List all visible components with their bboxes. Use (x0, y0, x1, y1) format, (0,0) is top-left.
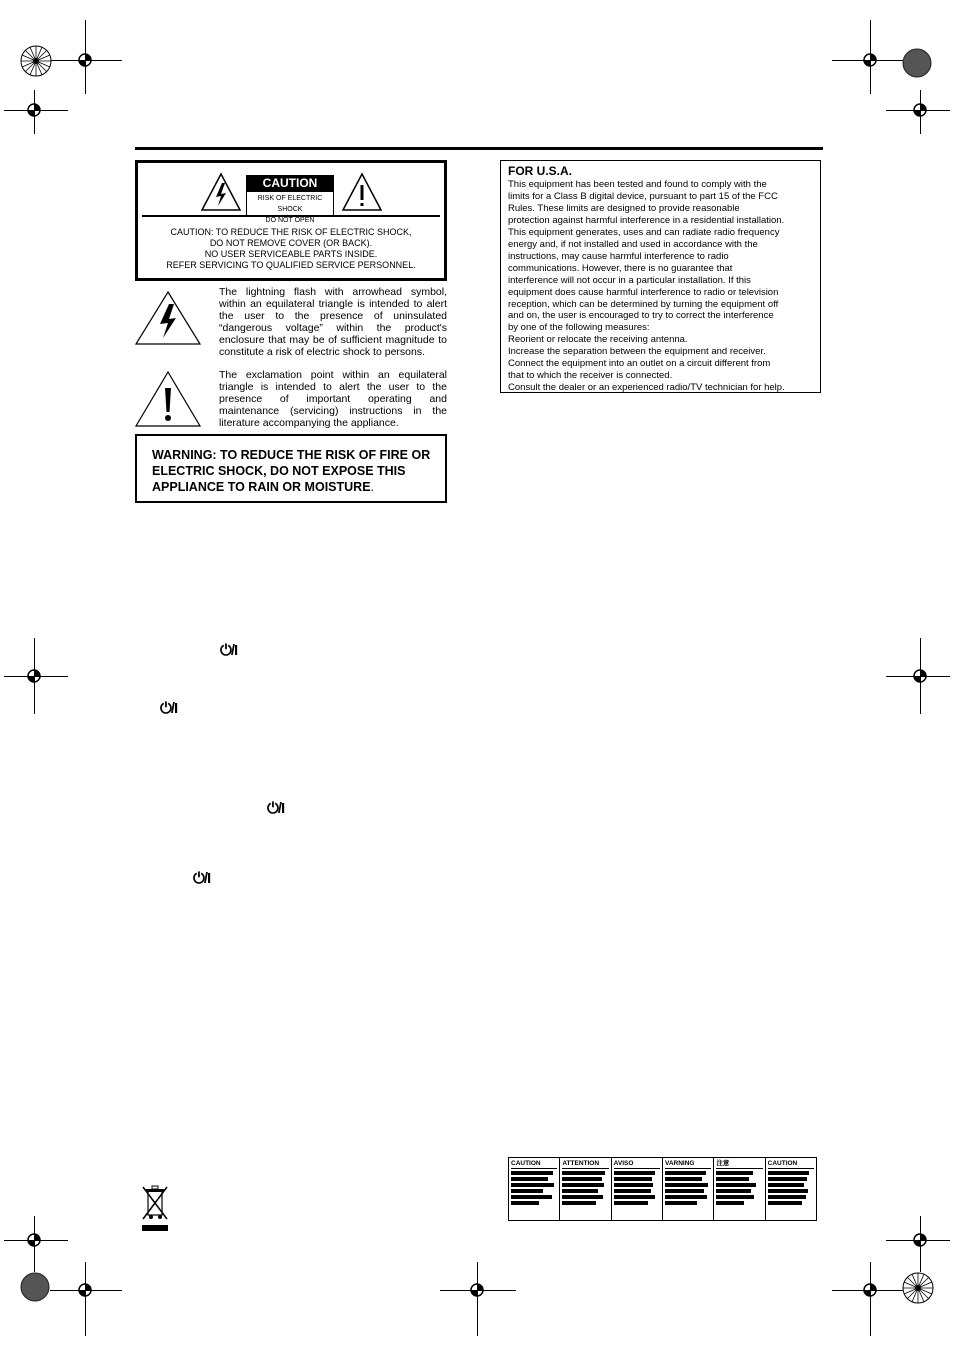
registration-mark-icon (73, 48, 97, 72)
laser-label-header: 注意 (716, 1160, 762, 1169)
laser-label-column (612, 1158, 663, 1220)
fcc-line: limits for a Class B digital device, pursuant to part 15 of the FCC (508, 190, 778, 202)
exclamation-explanation: The exclamation point within an equilateral triangle is intended to alert the user to the presence of important operating and maintenance (servicing) instructions in the literature accompanying the appliance. (219, 369, 447, 429)
power-standby-icon: ⏻/I (193, 870, 211, 887)
lightning-triangle-icon (200, 172, 242, 212)
warning-period: . (370, 480, 375, 494)
header-rule (135, 147, 823, 150)
fcc-title: FOR U.S.A. (508, 164, 573, 178)
laser-label-column (714, 1158, 765, 1220)
lightning-explanation: The lightning flash with arrowhead symbol, within an equilateral triangle is intended to alert the user to the presence of uninsulated “dangerous voltage” within the product's enclosure that may be of sufficient magnitude to constitute a risk of electric shock to persons. (219, 286, 447, 358)
gray-wheel-icon (902, 48, 932, 78)
registration-mark-icon (908, 664, 932, 688)
gray-wheel-icon (20, 1272, 50, 1302)
laser-label-header: CAUTION (511, 1160, 557, 1169)
registration-mark-icon (465, 1278, 489, 1302)
fcc-line: Reorient or relocate the receiving antenna. (508, 334, 688, 346)
caution-sub-line: DO NOT OPEN (265, 217, 315, 224)
registration-mark-icon (22, 1228, 46, 1252)
fcc-line: energy and, if not installed and used in accordance with the (508, 238, 758, 250)
crossed-bin-icon (140, 1185, 170, 1233)
laser-label-header: ATTENTION (562, 1160, 608, 1169)
laser-label-header: CAUTION (768, 1160, 814, 1169)
fcc-line: that to which the receiver is connected. (508, 370, 673, 382)
warning-text: WARNING: TO REDUCE THE RISK OF FIRE OR ELECTRIC SHOCK, DO NOT EXPOSE THIS APPLIANCE TO RAIN OR MOISTURE (152, 448, 431, 494)
caution-text-area (142, 221, 440, 274)
exclamation-triangle-icon (134, 370, 202, 428)
laser-label-column (509, 1158, 560, 1220)
registration-mark-icon (908, 98, 932, 122)
caution-text-line: CAUTION: TO REDUCE THE RISK OF ELECTRIC SHOCK, (170, 227, 412, 237)
laser-warning-label (508, 1157, 817, 1221)
fcc-line: protection against harmful interference in a residential installation. (508, 214, 785, 226)
caution-header-row (142, 167, 440, 224)
fcc-line: This equipment generates, uses and can radiate radio frequency (508, 226, 780, 238)
fcc-line: equipment does cause harmful interference to radio or television (508, 286, 779, 298)
exclamation-triangle-icon (341, 172, 383, 212)
registration-mark-icon (22, 98, 46, 122)
laser-label-fineprint (716, 1171, 762, 1205)
laser-label-fineprint (768, 1171, 814, 1205)
laser-label-fineprint (511, 1171, 557, 1205)
registration-mark-icon (22, 664, 46, 688)
power-standby-icon: ⏻/I (220, 642, 238, 659)
warning-box (135, 434, 447, 503)
lightning-triangle-icon (134, 290, 202, 346)
fcc-line: Increase the separation between the equipment and receiver. (508, 346, 766, 358)
fcc-line: interference will not occur in a particular installation. If this (508, 274, 751, 286)
fcc-line: communications. However, there is no guarantee that (508, 262, 733, 274)
fcc-notice-box (500, 160, 821, 393)
fcc-line: and on, the user is encouraged to try to correct the interference (508, 310, 774, 322)
color-bar-wheel-icon (20, 45, 52, 77)
fcc-line: Consult the dealer or an experienced radio/TV technician for help. (508, 382, 785, 394)
caution-badge: CAUTION (246, 175, 334, 191)
fcc-line: This equipment has been tested and found to comply with the (508, 179, 767, 190)
caution-subtext (246, 191, 334, 224)
fcc-line: Connect the equipment into an outlet on a circuit different from (508, 358, 771, 370)
fcc-body (508, 179, 820, 394)
registration-mark-icon (73, 1278, 97, 1302)
power-standby-icon: ⏻/I (267, 800, 285, 817)
laser-label-fineprint (614, 1171, 660, 1205)
laser-label-column (560, 1158, 611, 1220)
caution-text-line: DO NOT REMOVE COVER (OR BACK). (209, 238, 373, 248)
power-standby-icon: ⏻/I (160, 700, 178, 717)
fcc-line: Rules. These limits are designed to provide reasonable (508, 202, 740, 214)
fcc-line: by one of the following measures: (508, 322, 650, 334)
caution-label-box (135, 160, 447, 281)
registration-mark-icon (908, 1228, 932, 1252)
laser-label-fineprint (562, 1171, 608, 1205)
laser-label-header: AVISO (614, 1160, 660, 1169)
fcc-line: instructions, may cause harmful interference to radio (508, 250, 729, 262)
color-bar-wheel-icon (902, 1272, 934, 1304)
fcc-line: reception, which can be determined by turning the equipment off (508, 298, 779, 310)
laser-label-column (663, 1158, 714, 1220)
laser-label-header: VARNING (665, 1160, 711, 1169)
caution-sub-line: RISK OF ELECTRIC SHOCK (257, 195, 323, 213)
registration-mark-icon (858, 1278, 882, 1302)
caution-text-line: NO USER SERVICEABLE PARTS INSIDE. (204, 249, 378, 259)
registration-mark-icon (858, 48, 882, 72)
caution-text-line: REFER SERVICING TO QUALIFIED SERVICE PERSONNEL. (166, 260, 416, 270)
laser-label-fineprint (665, 1171, 711, 1205)
laser-label-column (766, 1158, 816, 1220)
